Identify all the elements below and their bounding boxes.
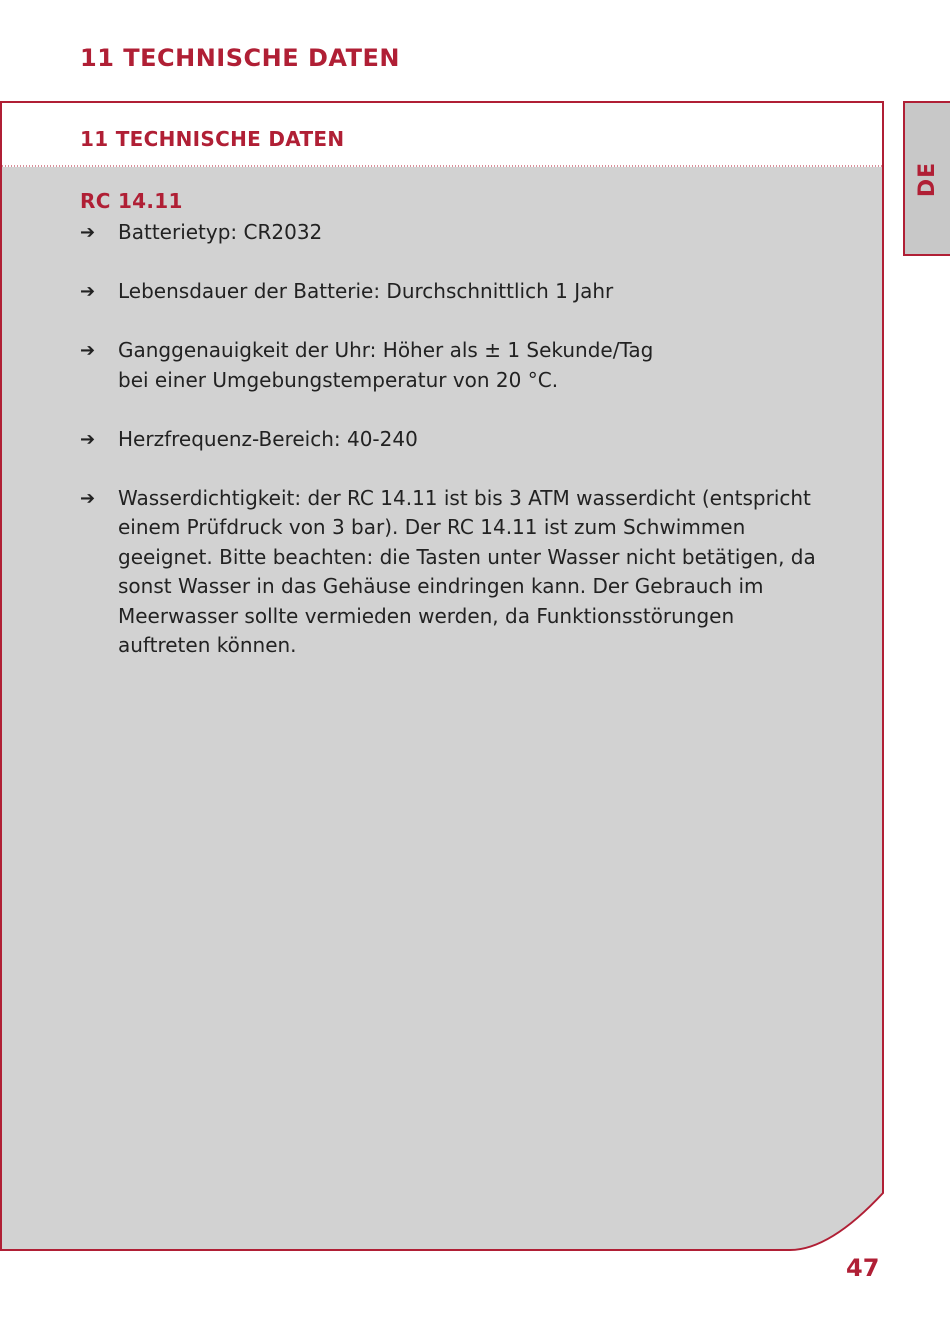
spec-item-battery-life: [80, 277, 820, 307]
page-number: 47: [846, 1254, 880, 1282]
spec-text: Herzfrequenz-Bereich: 40-240: [118, 426, 418, 451]
arrow-icon: ➔: [80, 222, 96, 243]
spec-item-clock-accuracy: [80, 336, 820, 395]
spec-text: Wasserdichtigkeit: der RC 14.11 ist bis 3 ATM wasserdicht (entspricht einem Prüfdruck von 3 bar). Der RC 14.11 ist zum Schwimmen geeignet. Bitte beachten: die Tasten unter Wasser nicht betätigen, da sonst Wasser in das Gehäuse eindringen kann. Der Gebrauch im Meerwasser sollte vermieden werden, da Funktionsstörungen auftreten können.: [118, 485, 816, 657]
page-header-title: 11 TECHNISCHE DATEN: [80, 44, 400, 72]
arrow-icon: ➔: [80, 487, 96, 509]
spec-item-heart-rate-range: [80, 425, 820, 455]
spec-list: [80, 218, 820, 690]
spec-text: Lebensdauer der Batterie: Durchschnittlich 1 Jahr: [118, 279, 614, 303]
model-title: RC 14.11: [80, 189, 183, 213]
spec-item-water-resistance: [80, 484, 820, 661]
arrow-icon: ➔: [80, 281, 96, 302]
lang-tab: [905, 103, 950, 255]
spec-text: Batterietyp: CR2032: [118, 220, 323, 244]
arrow-icon: ➔: [80, 340, 96, 361]
lang-tab-label: DE: [914, 161, 940, 197]
panel-title: 11 TECHNISCHE DATEN: [80, 127, 345, 151]
spec-text-line-1: Ganggenauigkeit der Uhr: Höher als ± 1 Sekunde/Tag: [118, 338, 654, 362]
spec-item-battery-type: [80, 218, 820, 248]
arrow-icon: ➔: [80, 428, 96, 450]
spec-text-line-2: bei einer Umgebungstemperatur von 20 °C.: [118, 367, 559, 392]
